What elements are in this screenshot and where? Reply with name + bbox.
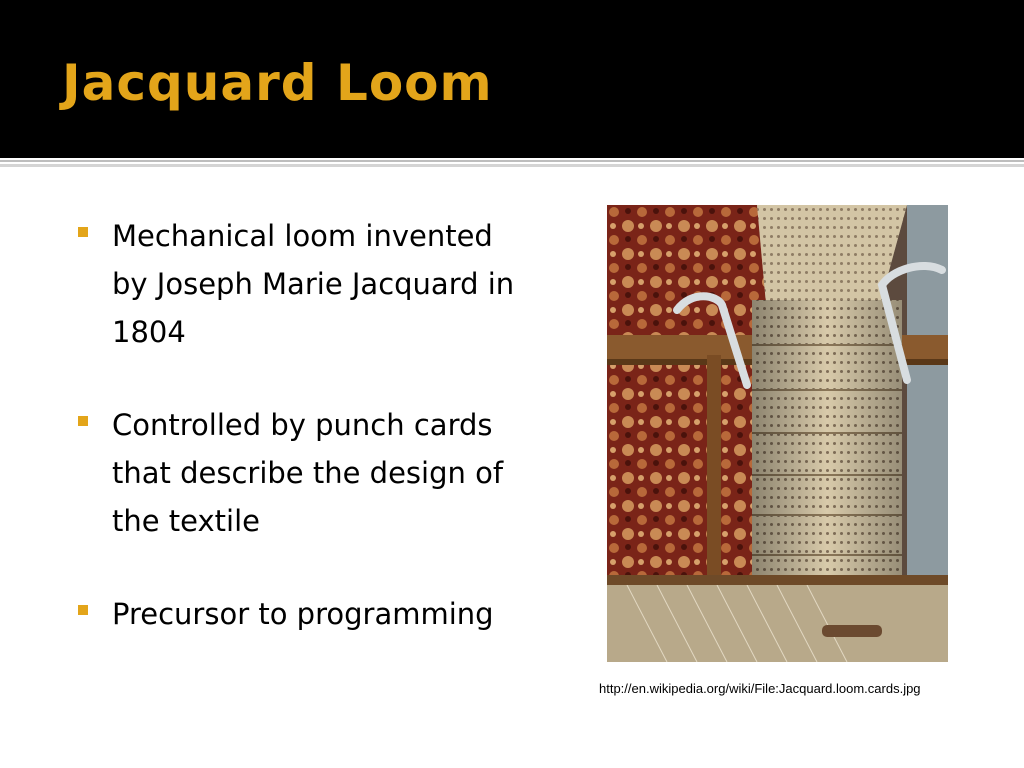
slide-title: Jacquard Loom bbox=[62, 54, 493, 112]
bullet-text: Controlled by punch cards that describe the design of the textile bbox=[112, 408, 504, 538]
square-bullet-icon bbox=[78, 227, 88, 237]
bullet-text: Precursor to programming bbox=[112, 597, 494, 631]
bullet-item bbox=[78, 590, 518, 638]
image-credit-link[interactable]: http://en.wikipedia.org/wiki/File:Jacquard.loom.cards.jpg bbox=[599, 681, 921, 696]
bullet-item bbox=[78, 401, 518, 545]
title-divider-lower bbox=[0, 164, 1024, 167]
title-divider bbox=[0, 160, 1024, 162]
loom-punch-cards-photo bbox=[607, 205, 948, 662]
square-bullet-icon bbox=[78, 605, 88, 615]
bullet-list bbox=[78, 212, 518, 683]
bullet-item bbox=[78, 212, 518, 356]
title-bar bbox=[0, 0, 1024, 158]
bullet-text: Mechanical loom invented by Joseph Marie Jacquard in 1804 bbox=[112, 219, 515, 349]
square-bullet-icon bbox=[78, 416, 88, 426]
